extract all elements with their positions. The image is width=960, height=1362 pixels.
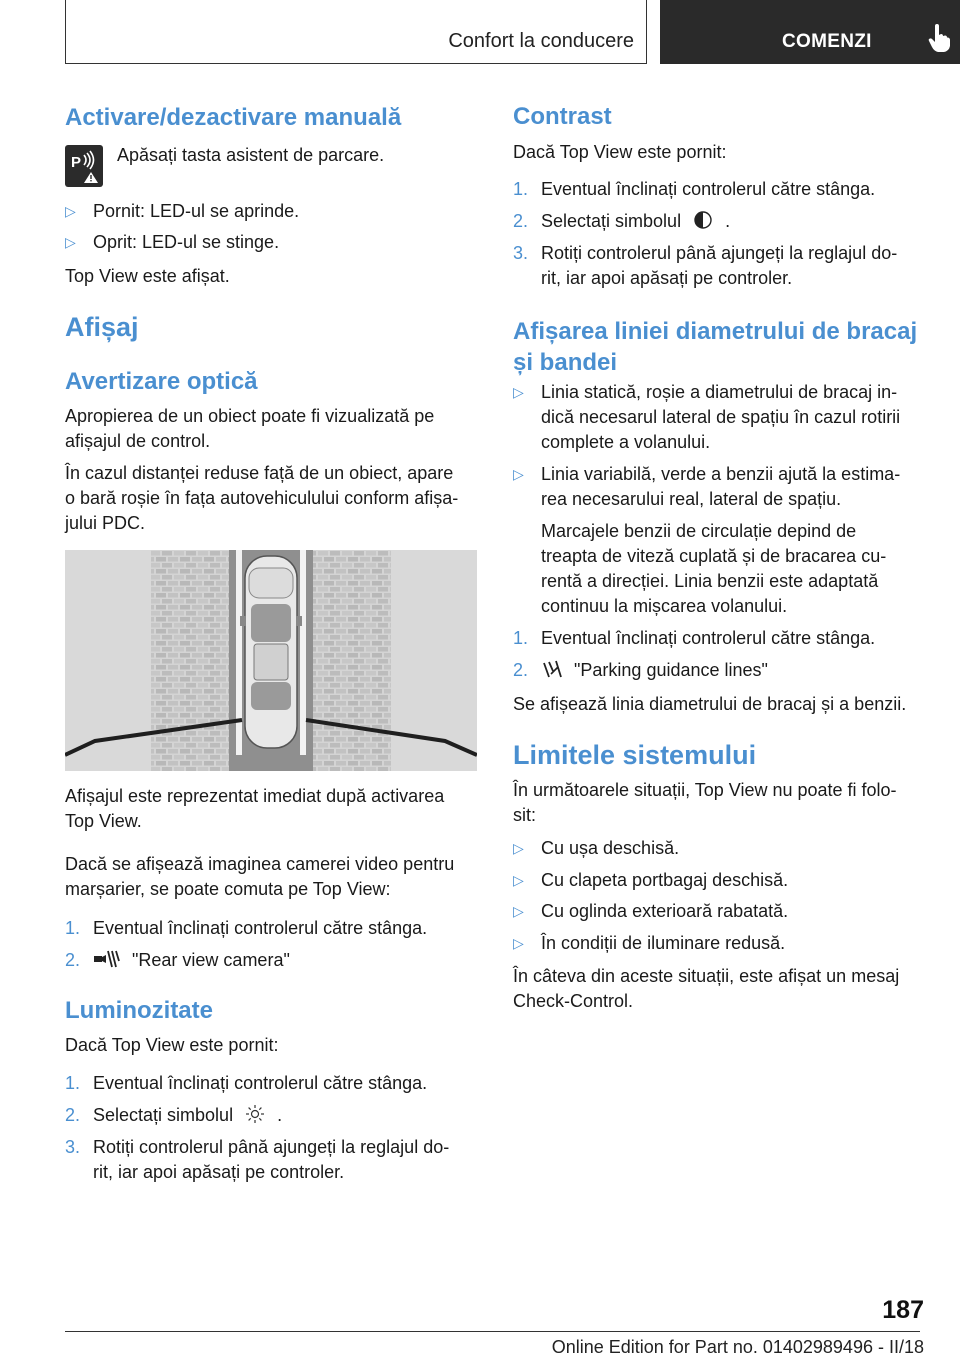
svg-text:P: P (71, 154, 82, 171)
paragraph: Dacă Top View este pornit: (513, 142, 727, 162)
intro-text: Apăsați tasta asistent de parcare. (117, 145, 385, 165)
rear-view-camera-icon (93, 949, 121, 969)
list-item: ▷ Cu oglinda exterioară rabatată. (513, 899, 923, 924)
header-section-title: Confort la conducere (448, 30, 634, 52)
paragraph: Apropierea de un obiect poate fi vizualizată pe afișajul de control. (65, 406, 435, 451)
triangle-bullet-icon: ▷ (513, 384, 524, 400)
list-item: ▷ Cu clapeta portbagaj deschisă. (513, 868, 923, 893)
heading-guidance-lines: Afișarea liniei diametrului de bracaj și bandei (513, 318, 918, 376)
step-item: 1. Eventual înclinați controlerul către stânga. (513, 179, 876, 199)
list-item: ▷ Linia statică, roșie a diametrului de bracaj in- dică necesarul lateral de spațiu în cazul rotirii complete a volanului. (513, 382, 901, 452)
brightness-sun-icon (244, 1104, 266, 1124)
list-item: ▷ În condiții de iluminare redusă. (513, 931, 923, 956)
paragraph: În următoarele situații, Top View nu poate fi folo- sit: (513, 780, 897, 825)
paragraph: În câteva din aceste situații, este afișat un mesaj Check-Control. (513, 966, 900, 1011)
heading-text: Activare/dezactivare manuală (65, 104, 402, 131)
heading-brightness: Luminozitate (65, 997, 213, 1024)
paragraph: În cazul distanței reduse față de un obiect, apare o bară roșie în fața autovehiculului conform afișa- jului PDC. (65, 463, 459, 533)
footer-edition: Online Edition for Part no. 01402989496 - II/18 (551, 1337, 924, 1357)
list-item: ▷ Oprit: LED-ul se stinge. (65, 230, 477, 255)
paragraph: Afișajul este reprezentat imediat după activarea Top View. (65, 786, 445, 831)
step-item: 2. "Rear view camera" (65, 950, 290, 970)
step-item: 2. Selectați simbolul . (65, 1105, 283, 1125)
step-item: 2. "Parking guidance lines" (513, 660, 768, 680)
heading-optical-warning: Avertizare optică (65, 368, 258, 395)
contrast-icon (692, 210, 714, 230)
pointing-hand-icon (928, 24, 950, 52)
header-section-box (65, 0, 647, 64)
parking-assist-button-icon (65, 145, 103, 187)
top-view-illustration (65, 550, 477, 771)
triangle-bullet-icon: ▷ (513, 903, 524, 919)
paragraph: Dacă Top View este pornit: (65, 1035, 279, 1055)
step-item: 2. Selectați simbolul . (513, 211, 731, 231)
page-header (0, 0, 960, 70)
triangle-bullet-icon: ▷ (513, 872, 524, 888)
heading-manual-toggle (65, 104, 477, 132)
heading-display: Afișaj (65, 312, 139, 342)
list-item: ▷ Cu ușa deschisă. (513, 836, 923, 861)
triangle-bullet-icon: ▷ (513, 935, 524, 951)
step-item: 1. Eventual înclinați controlerul către stânga. (65, 1073, 428, 1093)
triangle-bullet-icon: ▷ (513, 466, 524, 482)
triangle-bullet-icon: ▷ (65, 234, 76, 250)
header-chapter-tab (660, 0, 960, 64)
triangle-bullet-icon: ▷ (65, 203, 76, 219)
parking-guidance-lines-icon (541, 659, 563, 679)
header-chapter-label: COMENZI (782, 31, 872, 52)
footer-divider (65, 1331, 920, 1332)
paragraph: Top View este afișat. (65, 266, 230, 286)
list-item: ▷ Pornit: LED-ul se aprinde. (65, 199, 477, 224)
heading-system-limits: Limitele sistemului (513, 740, 757, 770)
step-item: 1. Eventual înclinați controlerul către stânga. (65, 918, 428, 938)
page-number: 187 (882, 1296, 924, 1324)
list-item: ▷ Linia variabilă, verde a benzii ajută la estima- rea necesarului real, lateral de spațiu. (513, 464, 901, 509)
paragraph: Dacă se afișează imaginea camerei video pentru marșarier, se poate comuta pe Top View: (65, 854, 455, 899)
top-view-parking-image (65, 550, 477, 771)
paragraph: Marcajele benzii de circulație depind de treapta de viteză cuplată și de bracarea cu- rentă a direcției. Linia benzii este adaptată continuu la mișcarea volanului. (541, 521, 887, 616)
step-item: 3. Rotiți controlerul până ajungeți la reglajul do- rit, iar apoi apăsați pe controler. (65, 1137, 450, 1182)
step-item: 1. Eventual înclinați controlerul către stânga. (513, 628, 876, 648)
heading-contrast: Contrast (513, 103, 612, 130)
triangle-bullet-icon: ▷ (513, 840, 524, 856)
step-item: 3. Rotiți controlerul până ajungeți la reglajul do- rit, iar apoi apăsați pe controler. (513, 243, 898, 288)
paragraph: Se afișează linia diametrului de bracaj și a benzii. (513, 694, 907, 714)
manual-toggle-intro (117, 143, 477, 168)
